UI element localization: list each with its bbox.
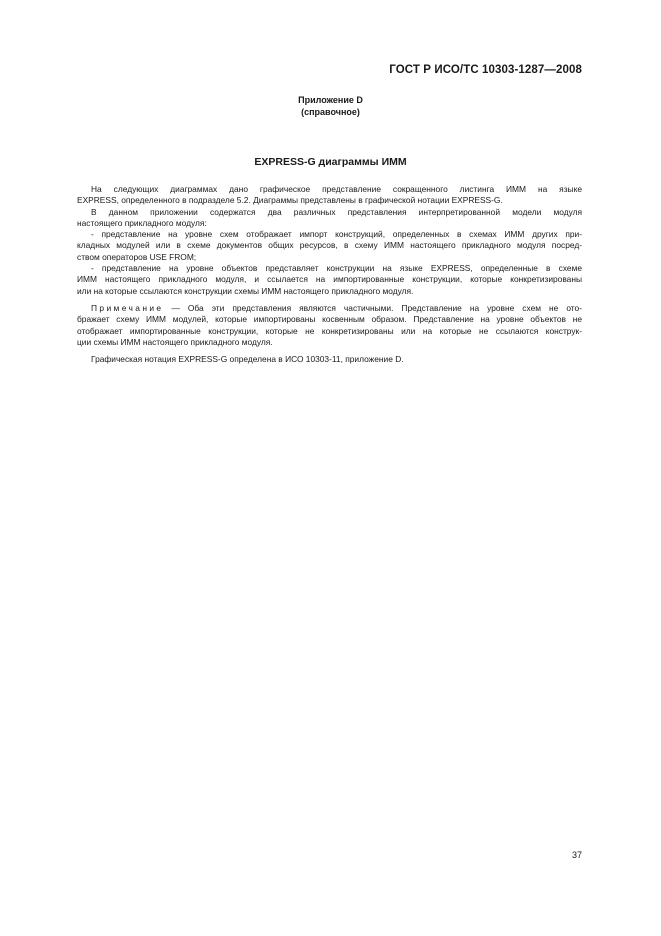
- text-line: В данном приложении содержатся два различных представления интерпретированной модели модуля: [91, 206, 582, 217]
- paragraph-intro: [77, 184, 582, 207]
- text-line: кладных модулей или в схеме документов общих ресурсов, в схему ИММ настоящего прикладного модуля посред-: [77, 240, 582, 251]
- body-text: [77, 184, 582, 365]
- paragraph-notation: [77, 354, 582, 365]
- text-line: или на которые ссылаются конструкции схемы ИММ настоящего прикладного модуля.: [77, 285, 414, 296]
- document-code-header: ГОСТ Р ИСО/ТС 10303-1287—2008: [389, 64, 582, 76]
- text-line: ством операторов USE FROM;: [77, 251, 197, 262]
- note-label: Примечание: [91, 302, 164, 313]
- note-paragraph: [77, 303, 582, 348]
- text-line: EXPRESS, определенного в подразделе 5.2. Диаграммы представлены в графической нотации EXPRESS-G.: [77, 195, 503, 206]
- section-title: EXPRESS-G диаграммы ИММ: [254, 156, 407, 168]
- text-line: - представление на уровне схем отображает импорт конструкций, определенных в схемах ИММ других при-: [91, 229, 582, 240]
- appendix-subtitle: (справочное): [301, 107, 360, 117]
- list-item-schema-level: [77, 229, 582, 263]
- appendix-title: Приложение D: [298, 95, 363, 105]
- text-line: — Оба эти представления являются частичными. Представление на уровне схем не ото-: [163, 302, 582, 313]
- text-line: На следующих диаграммах дано графическое представление сокращенного листинга ИММ на языке: [91, 184, 582, 194]
- text-line: - представление на уровне объектов представляет конструкции на языке EXPRESS, определенные в схеме: [91, 263, 582, 274]
- page-number: 37: [571, 850, 582, 860]
- list-item-entity-level: [77, 263, 582, 297]
- text-line: ции схемы ИММ настоящего прикладного модуля.: [77, 336, 273, 347]
- text-line: бражает схему ИММ модулей, которые импортированы косвенным образом. Представление на уровне объектов не: [77, 314, 582, 325]
- text-line: настоящего прикладного модуля:: [77, 217, 207, 228]
- text-line: отображает импортированные конструкции, которые не конкретизированы или на которые не ссылаются конструк-: [77, 325, 582, 336]
- text-line: ИММ настоящего прикладного модуля, и ссылается на импортированные конструкции, которые конкретизированы: [77, 274, 582, 285]
- note-first-line: [77, 303, 582, 314]
- paragraph-representations: [77, 207, 582, 230]
- text-line: Графическая нотация EXPRESS-G определена в ИСО 10303-11, приложение D.: [91, 354, 404, 365]
